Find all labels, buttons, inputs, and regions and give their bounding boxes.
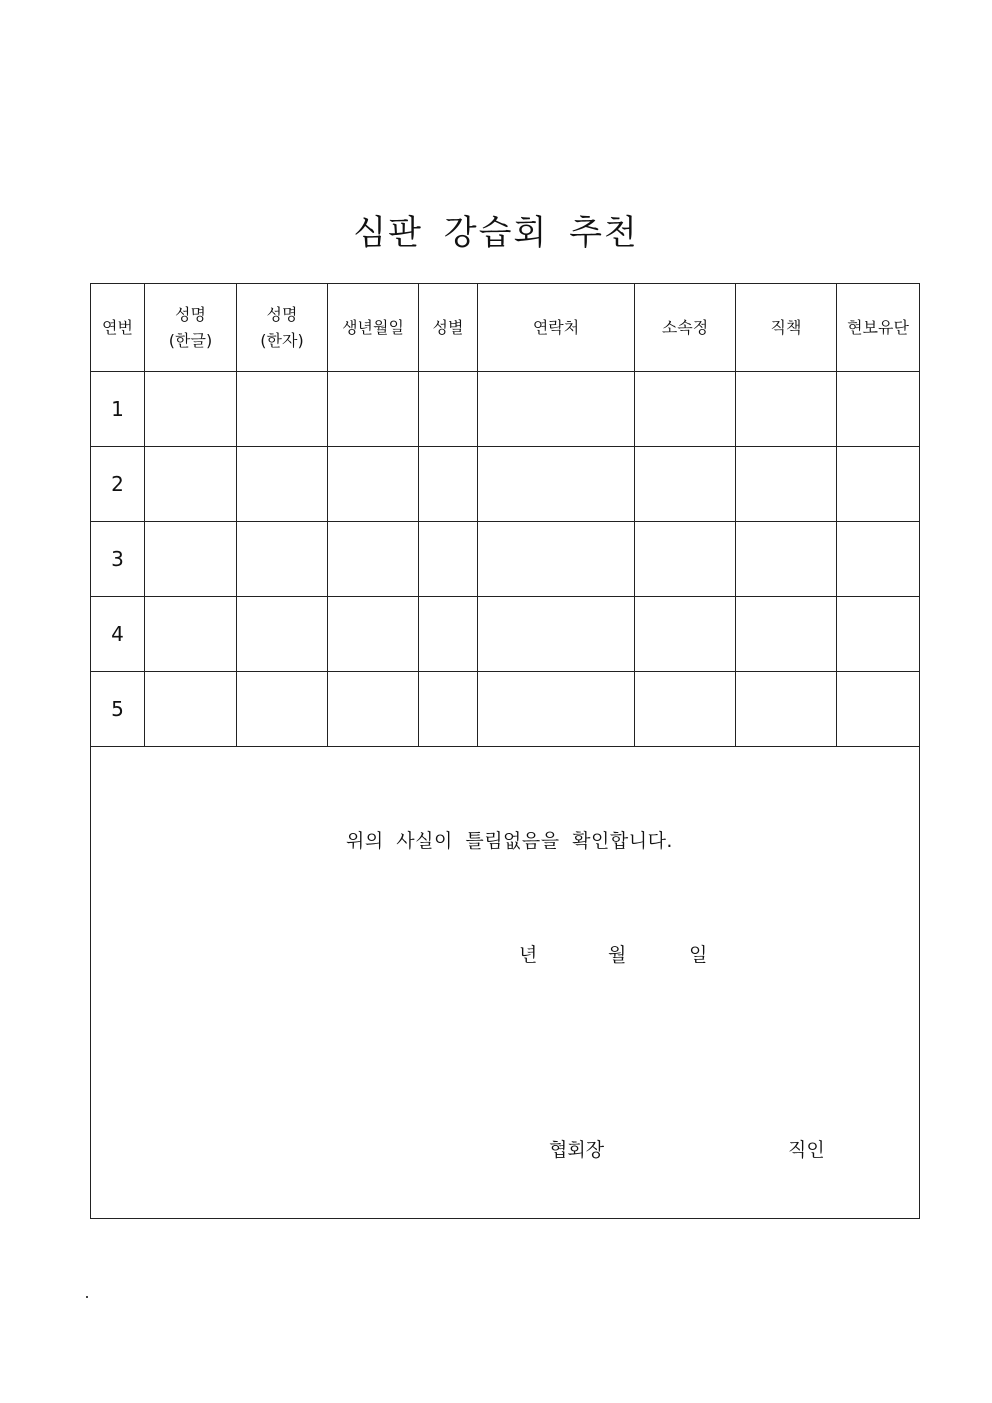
cell-current-dan[interactable] bbox=[837, 597, 920, 672]
document-title: 심판 강습회 추천 bbox=[353, 213, 639, 253]
cell-gender[interactable] bbox=[419, 597, 478, 672]
header-name-hangul-sub: (한글) bbox=[168, 330, 213, 350]
cell-current-dan[interactable] bbox=[837, 447, 920, 522]
table-row bbox=[91, 672, 920, 747]
cell-contact[interactable] bbox=[478, 597, 635, 672]
row-number: 2 bbox=[91, 447, 145, 522]
official-seal-label: 직인 bbox=[788, 1139, 825, 1161]
cell-affiliation[interactable] bbox=[635, 447, 736, 522]
header-contact-label: 연락처 bbox=[532, 317, 580, 337]
header-name-hanja bbox=[237, 284, 328, 372]
cell-affiliation[interactable] bbox=[635, 672, 736, 747]
row-number: 4 bbox=[91, 597, 145, 672]
cell-name-hangul[interactable] bbox=[145, 597, 237, 672]
header-position bbox=[736, 284, 837, 372]
cell-contact[interactable] bbox=[478, 372, 635, 447]
cell-current-dan[interactable] bbox=[837, 522, 920, 597]
header-birthdate bbox=[328, 284, 419, 372]
header-birthdate-label: 생년월일 bbox=[342, 317, 404, 337]
cell-name-hanja[interactable] bbox=[237, 522, 328, 597]
cell-gender[interactable] bbox=[419, 447, 478, 522]
cell-name-hangul[interactable] bbox=[145, 522, 237, 597]
row-number: 1 bbox=[91, 372, 145, 447]
cell-gender[interactable] bbox=[419, 672, 478, 747]
header-name-hanja-sub: (한자) bbox=[260, 330, 304, 350]
stray-mark bbox=[86, 1296, 88, 1298]
cell-position[interactable] bbox=[736, 522, 837, 597]
header-current-dan-label: 현보유단 bbox=[847, 317, 909, 337]
cell-contact[interactable] bbox=[478, 447, 635, 522]
confirmation-statement: 위의 사실이 틀림없음을 확인합니다. bbox=[346, 830, 673, 852]
cell-current-dan[interactable] bbox=[837, 372, 920, 447]
confirmation-cell bbox=[91, 747, 920, 1219]
recommendation-table bbox=[90, 283, 920, 1219]
cell-gender[interactable] bbox=[419, 522, 478, 597]
table-row bbox=[91, 372, 920, 447]
table-row bbox=[91, 597, 920, 672]
header-current-dan bbox=[837, 284, 920, 372]
header-name-hanja-label: 성명 bbox=[266, 304, 298, 324]
cell-birthdate[interactable] bbox=[328, 597, 419, 672]
cell-position[interactable] bbox=[736, 447, 837, 522]
date-month-label: 월 bbox=[608, 944, 627, 966]
cell-name-hangul[interactable] bbox=[145, 672, 237, 747]
cell-birthdate[interactable] bbox=[328, 672, 419, 747]
confirmation-row bbox=[91, 747, 920, 1219]
table-row bbox=[91, 447, 920, 522]
header-serial bbox=[91, 284, 145, 372]
header-gender bbox=[419, 284, 478, 372]
header-affiliation-label: 소속정 bbox=[661, 317, 709, 337]
cell-name-hanja[interactable] bbox=[237, 597, 328, 672]
header-row bbox=[91, 284, 920, 372]
cell-birthdate[interactable] bbox=[328, 447, 419, 522]
confirmation-box bbox=[91, 747, 919, 1218]
header-position-label: 직책 bbox=[770, 317, 802, 337]
cell-name-hangul[interactable] bbox=[145, 447, 237, 522]
cell-contact[interactable] bbox=[478, 672, 635, 747]
cell-affiliation[interactable] bbox=[635, 522, 736, 597]
cell-position[interactable] bbox=[736, 597, 837, 672]
cell-name-hanja[interactable] bbox=[237, 672, 328, 747]
header-name-hangul bbox=[145, 284, 237, 372]
cell-birthdate[interactable] bbox=[328, 522, 419, 597]
header-name-hangul-label: 성명 bbox=[175, 304, 206, 324]
header-contact bbox=[478, 284, 635, 372]
header-gender-label: 성별 bbox=[432, 317, 464, 337]
cell-gender[interactable] bbox=[419, 372, 478, 447]
cell-contact[interactable] bbox=[478, 522, 635, 597]
cell-name-hanja[interactable] bbox=[237, 372, 328, 447]
table-row bbox=[91, 522, 920, 597]
date-day-label: 일 bbox=[689, 944, 708, 966]
cell-position[interactable] bbox=[736, 372, 837, 447]
cell-birthdate[interactable] bbox=[328, 372, 419, 447]
row-number: 5 bbox=[91, 672, 145, 747]
cell-name-hanja[interactable] bbox=[237, 447, 328, 522]
cell-affiliation[interactable] bbox=[635, 597, 736, 672]
cell-name-hangul[interactable] bbox=[145, 372, 237, 447]
date-year-label: 년 bbox=[519, 944, 538, 966]
signer-title: 협회장 bbox=[549, 1139, 605, 1161]
cell-affiliation[interactable] bbox=[635, 372, 736, 447]
cell-current-dan[interactable] bbox=[837, 672, 920, 747]
header-affiliation bbox=[635, 284, 736, 372]
header-serial-label: 연번 bbox=[102, 317, 133, 337]
row-number: 3 bbox=[91, 522, 145, 597]
cell-position[interactable] bbox=[736, 672, 837, 747]
